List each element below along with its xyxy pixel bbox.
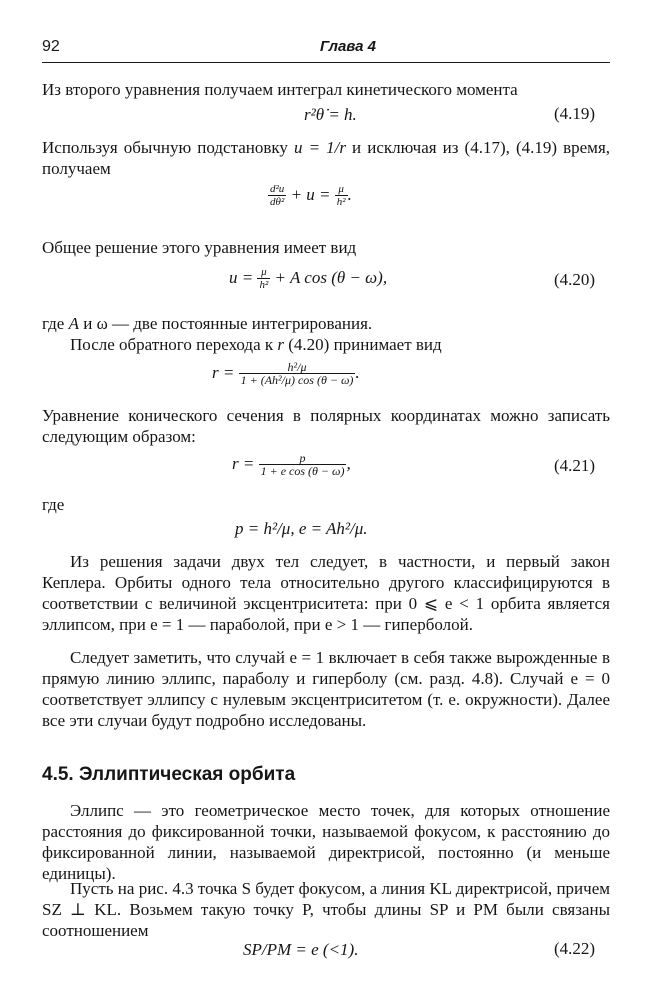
fraction-second-derivative [268,183,286,209]
paragraph-focus-directrix: Пусть на рис. 4.3 точка S будет фокусом, а линия KL директрисой, причем SZ ⊥ KL. Возьмем такую точку P, чтобы длины SP и PM были связаны соотношением [42,879,610,940]
fraction-denominator: h² [336,196,346,208]
constants-text-2: и ω — две постоянные интегрирования. [78,314,373,333]
equation-4-21 [232,452,351,478]
equation-4-20 [229,266,387,292]
equation-end: , [346,453,351,473]
paragraph-constants [42,313,610,334]
equation-number-4-20: (4.20) [554,270,596,289]
page-header [42,38,610,63]
constant-a: A [68,314,79,333]
fraction-numerator: p [259,452,347,465]
equation-4-22: SP/PM = e (<1). [243,940,359,959]
fraction-numerator: μ [335,183,348,196]
equation-end: . [347,184,352,204]
equation-number-4-21: (4.21) [554,456,596,475]
equation-orbit-differential [268,183,352,209]
substitution-text-1: Используя обычную подстановку [42,138,294,157]
inverse-text-1: После обратного перехода к [70,335,278,354]
fraction-numerator: μ [257,266,270,279]
running-head: Глава 4 [320,38,377,55]
equation-lhs: r = [212,362,239,382]
variable-r: r [277,335,285,354]
paragraph-general-solution: Общее решение этого уравнения имеет вид [42,238,357,257]
fraction-orbit [239,361,356,387]
equation-rhs: + A cos (θ − ω), [270,267,388,287]
paragraph-kepler-law: Из решения задачи двух тел следует, в частности, и первый закон Кеплера. Орбиты одного тела относительно другого классифицируются в соответствии с величиной эксцентриситета: при 0 ⩽ e < 1 орбита является эллипсом, при e = 1 — параболой, при e > 1 — гиперболой. [42,552,610,634]
fraction-denominator: h² [259,279,269,291]
equation-end: . [355,362,360,382]
equation-orbit-r [212,361,360,387]
fraction-mu-over-h2 [335,183,348,209]
paragraph-conic-section: Уравнение конического сечения в полярных координатах можно записать следующим образом: [42,406,610,446]
fraction-numerator: h²/μ [239,361,356,374]
fraction-denominator: 1 + (Ah²/μ) cos (θ − ω) [240,373,354,387]
section-heading: 4.5. Эллиптическая орбита [42,764,296,785]
equation-lhs: u = [229,267,258,287]
equation-lhs: r = [232,453,259,473]
paragraph-angular-momentum: Из второго уравнения получаем интеграл кинетического момента [42,80,518,99]
fraction-mu-over-h2 [257,266,270,292]
fraction-denominator: dθ² [270,196,285,208]
equation-4-19: r²θ̇ = h. [304,105,357,124]
page-number: 92 [42,38,60,55]
substitution-formula: u = 1/r [293,138,346,157]
equation-middle: + u = [286,184,335,204]
paragraph-substitution [42,137,610,179]
fraction-conic [259,452,347,478]
inverse-text-2: (4.20) принимает вид [284,335,442,354]
equation-number-4-19: (4.19) [554,104,596,123]
fraction-numerator: d²u [270,183,285,195]
paragraph-where: где [42,495,65,514]
paragraph-inverse-transform [42,334,610,355]
equation-number-4-22: (4.22) [554,939,596,958]
equation-parameters: p = h²/μ, e = Ah²/μ. [235,519,368,538]
constants-text-1: где [42,314,69,333]
paragraph-degenerate-cases: Следует заметить, что случай e = 1 включает в себя также вырожденные в прямую линию эллипс, параболу и гиперболу (см. разд. 4.8). Случай e = 0 соответствует эллипсу с нулевым эксцентриситетом (т. е. окружности). Далее все эти случаи будут подробно исследованы. [42,648,610,730]
fraction-denominator: 1 + e cos (θ − ω) [260,464,345,478]
substitution-text-2: и исключая из (4.17), (4.19) время, получаем [42,138,611,178]
paragraph-ellipse-definition: Эллипс — это геометрическое место точек, для которых отношение расстояния до фиксированной точки, называемой фокусом, к расстоянию до фиксированной линии, называемой директрисой, постоянно (и меньше единицы). [42,801,610,883]
